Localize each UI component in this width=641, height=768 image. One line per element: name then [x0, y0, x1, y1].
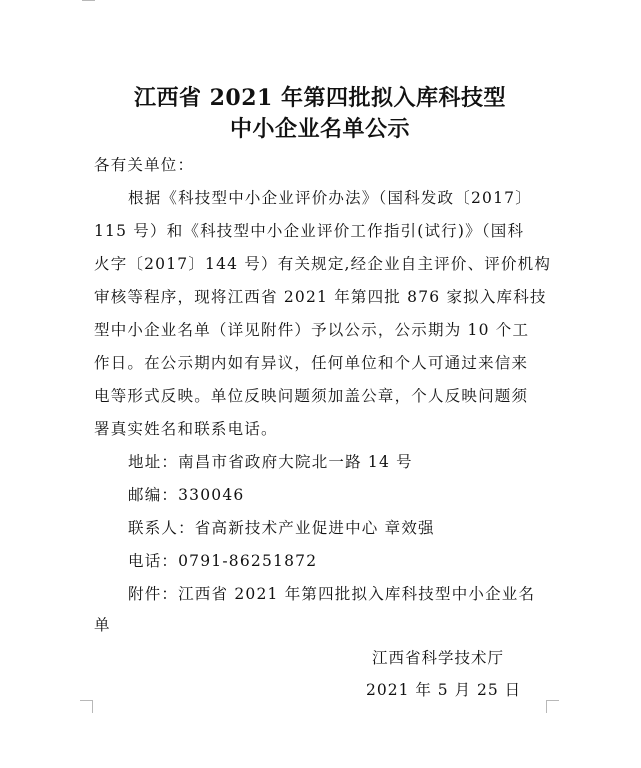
salutation: 各有关单位：: [94, 156, 195, 174]
attachment-line: 附件：江西省 2021 年第四批拟入库科技型中小企业名: [128, 585, 536, 603]
address-line: 地址：南昌市省政府大院北一路 14 号: [128, 453, 413, 471]
phone-line: 电话：0791-86251872: [128, 552, 318, 570]
document-title-line-1: 江西省 2021 年第四批拟入库科技型: [133, 85, 507, 111]
issuer: 江西省科学技术厅: [372, 649, 505, 667]
body-line: 根据《科技型中小企业评价办法》（国科发政〔2017〕: [128, 189, 532, 207]
crop-mark-bottom-left: [80, 700, 93, 713]
body-line: 署真实姓名和联系电话。: [94, 420, 278, 438]
document-title-line-2: 中小企业名单公示: [229, 116, 410, 142]
postcode-line: 邮编：330046: [128, 486, 245, 504]
body-line: 火字〔2017〕144 号）有关规定,经企业自主评价、评价机构: [94, 255, 552, 273]
crop-mark-bottom-right: [546, 700, 559, 713]
body-line: 作日。在公示期内如有异议，任何单位和个人可通过来信来: [94, 354, 529, 372]
body-line: 电等形式反映。单位反映问题须加盖公章，个人反映问题须: [94, 387, 529, 405]
body-line: 型中小企业名单（详见附件）予以公示，公示期为 10 个工: [94, 321, 530, 339]
issue-date: 2021 年 5 月 25 日: [366, 681, 522, 699]
attachment-line-continued: 单: [94, 616, 111, 634]
body-line: 115 号）和《科技型中小企业评价工作指引(试行)》（国科: [94, 222, 525, 240]
body-line: 审核等程序，现将江西省 2021 年第四批 876 家拟入库科技: [94, 288, 547, 306]
contact-line: 联系人：省高新技术产业促进中心 章效强: [128, 519, 435, 537]
crop-mark-top-left: [82, 0, 95, 1]
